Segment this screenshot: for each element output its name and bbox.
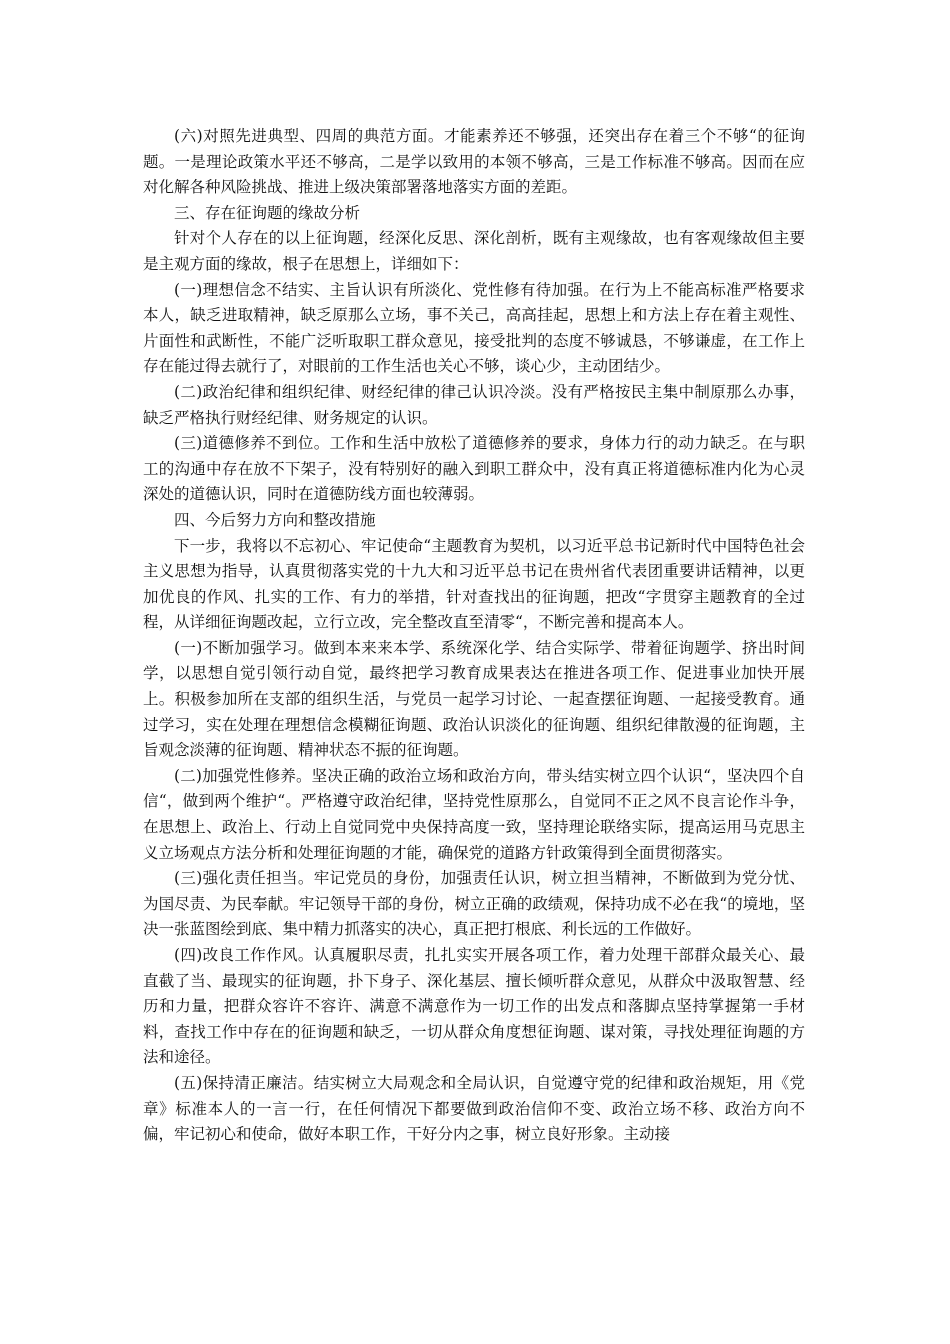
section-heading-3: 三、存在征询题的缘故分析 (174, 203, 361, 222)
paragraph-measure-4: (四)改良工作作风。认真履职尽责，扎扎实实开展各项工作，着力处理干部群众最关心、最直截了当、最现实的征询题，扑下身子、深化基层、擅长倾听群众意见，从群众中汲取智慧、经历和力量，把群众容许不容许、满意不满意作为一切工作的出发点和落脚点坚持掌握第一手材料，查找工作中存在的征询题和缺乏，一切从群众角度想征询题、谋对策，寻找处理征询题的方法和途径。 (143, 946, 805, 1067)
paragraph-6-benchmark: (六)对照先进典型、四周的典范方面。才能素养还不够强，还突出存在着三个不够“的征询题。一是理论政策水平还不够高，二是学以致用的本领不够高，三是工作标准不够高。因而在应对化解各种风险挑战、推进上级决策部署落地落实方面的差距。 (143, 127, 805, 197)
paragraph-next-step: 下一步，我将以不忘初心、牢记使命“主题教育为契机，以习近平总书记新时代中国特色社会主义思想为指导，认真贯彻落实党的十九大和习近平总书记在贵州省代表团重要讲话精神，以更加优良的作风、扎实的工作、有力的举措，针对查找出的征询题，把改“字贯穿主题教育的全过程，从详细征询题改起，立行立改，完全整改直至清零“，不断完善和提高本人。 (143, 536, 805, 632)
paragraph-cause-intro: 针对个人存在的以上征询题，经深化反思、深化剖析，既有主观缘故，也有客观缘故但主要是主观方面的缘故，根子在思想上，详细如下： (143, 229, 805, 273)
paragraph-measure-2: (二)加强党性修养。坚决正确的政治立场和政治方向，带头结实树立四个认识“，坚决四个自信“，做到两个维护“。严格遵守政治纪律，坚持党性原那么，自觉同不正之风不良言论作斗争，在思想上、政治上、行动上自觉同党中央保持高度一致，坚持理论联络实际，提高运用马克思主义立场观点方法分析和处理征询题的才能，确保党的道路方针政策得到全面贯彻落实。 (143, 766, 805, 862)
section-heading-4: 四、今后努力方向和整改措施 (174, 510, 376, 529)
paragraph-cause-3: (三)道德修养不到位。工作和生活中放松了道德修养的要求，身体力行的动力缺乏。在与职工的沟通中存在放不下架子，没有特别好的融入到职工群众中，没有真正将道德标准内化为心灵深处的道德认识，同时在道德防线方面也较薄弱。 (143, 434, 805, 504)
document-body (143, 124, 805, 1148)
paragraph-measure-3: (三)强化责任担当。牢记党员的身份，加强责任认识，树立担当精神，不断做到为党分忧、为国尽责、为民奉献。牢记领导干部的身份，树立正确的政绩观，保持功成不必在我“的境地，坚决一张蓝图绘到底、集中精力抓落实的决心，真正把打根底、利长远的工作做好。 (143, 869, 805, 939)
paragraph-measure-1: (一)不断加强学习。做到本来来本学、系统深化学、结合实际学、带着征询题学、挤出时间学，以思想自觉引领行动自觉，最终把学习教育成果表达在推进各项工作、促进事业加快开展上。积极参加所在支部的组织生活，与党员一起学习讨论、一起查摆征询题、一起接受教育。通过学习，实在处理在理想信念模糊征询题、政治认识淡化的征询题、组织纪律散漫的征询题，主旨观念淡薄的征询题、精神状态不振的征询题。 (143, 638, 805, 760)
paragraph-measure-5: (五)保持清正廉洁。结实树立大局观念和全局认识，自觉遵守党的纪律和政治规矩，用《党章》标准本人的一言一行，在任何情况下都要做到政治信仰不变、政治立场不移、政治方向不偏，牢记初心和使命，做好本职工作，干好分内之事，树立良好形象。主动接 (143, 1073, 805, 1144)
paragraph-cause-1: (一)理想信念不结实、主旨认识有所淡化、党性修有待加强。在行为上不能高标准严格要求本人，缺乏进取精神，缺乏原那么立场，事不关己，高高挂起，思想上和方法上存在着主观性、片面性和武断性，不能广泛听取职工群众意见，接受批判的态度不够诚恳，不够谦虚，在工作上存在能过得去就行了，对眼前的工作生活也关心不够，谈心少，主动团结少。 (143, 280, 805, 376)
paragraph-cause-2: (二)政治纪律和组织纪律、财经纪律的律己认识冷淡。没有严格按民主集中制原那么办事，缺乏严格执行财经纪律、财务规定的认识。 (143, 382, 805, 427)
